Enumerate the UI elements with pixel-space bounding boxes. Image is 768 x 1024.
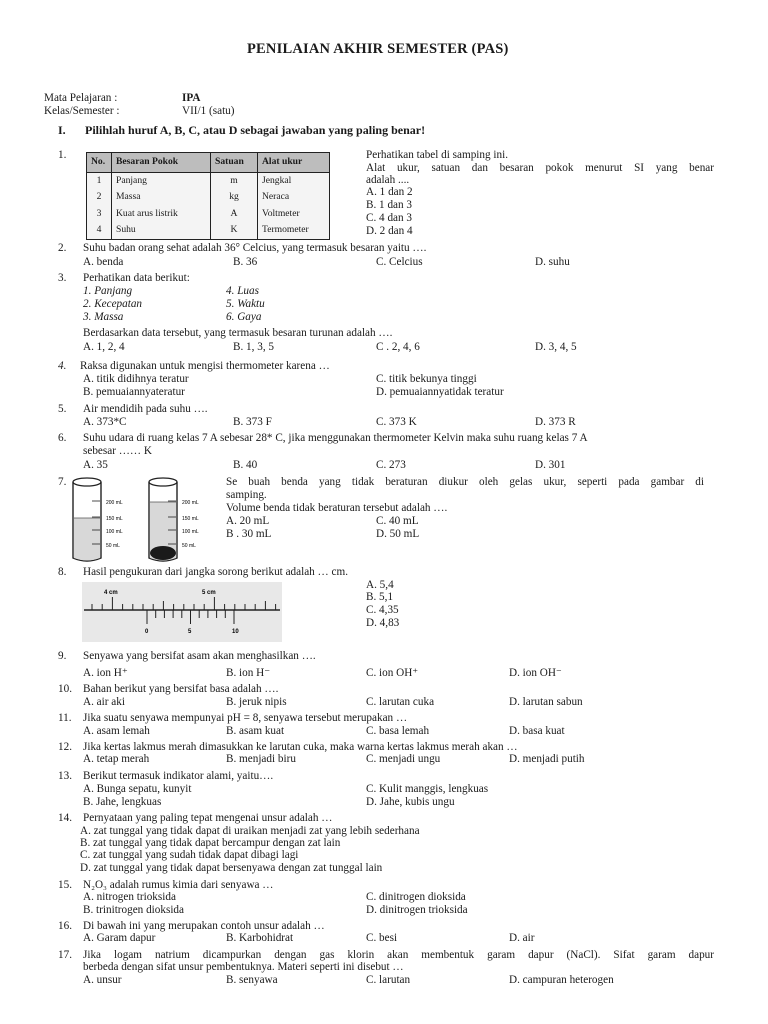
q7-option-d[interactable]: D. 50 mL xyxy=(376,528,420,540)
q1-option-d[interactable]: D. 2 dan 4 xyxy=(366,225,413,237)
q9-option-d[interactable]: D. ion OH⁻ xyxy=(509,667,562,679)
q15-number: 15. xyxy=(58,879,72,891)
q8-text: Hasil pengukuran dari jangka sorong berikut adalah … cm. xyxy=(83,566,349,578)
q3-data-item: 6. Gaya xyxy=(226,311,262,323)
table-header: Satuan xyxy=(211,153,258,173)
q7-text: Se buah benda yang tidak beraturan diukur oleh gelas ukur, seperti pada gambar di xyxy=(226,476,704,488)
q1-text: adalah .... xyxy=(366,174,410,186)
q9-option-b[interactable]: B. ion H⁻ xyxy=(226,667,271,679)
q14-text: Pernyataan yang paling tepat mengenai unsur adalah … xyxy=(83,812,333,824)
q1-number: 1. xyxy=(58,149,67,161)
table-row xyxy=(87,222,330,239)
q16-option-b[interactable]: B. Karbohidrat xyxy=(226,932,294,944)
q2-option-c[interactable]: C. Celcius xyxy=(376,256,423,268)
q8-option-a[interactable]: A. 5,4 xyxy=(366,579,394,591)
q13-text: Berikut termasuk indikator alami, yaitu…. xyxy=(83,770,274,782)
page-title: PENILAIAN AKHIR SEMESTER (PAS) xyxy=(247,41,509,57)
q3-option-b[interactable]: B. 1, 3, 5 xyxy=(233,341,275,353)
q12-option-a[interactable]: A. tetap merah xyxy=(83,753,150,765)
q9-text: Senyawa yang bersifat asam akan menghasilkan …. xyxy=(83,650,316,662)
q6-option-c[interactable]: C. 273 xyxy=(376,459,406,471)
q10-option-c[interactable]: C. larutan cuka xyxy=(366,696,435,708)
q14-option-c[interactable]: C. zat tunggal yang sudah tidak dapat dibagi lagi xyxy=(80,849,299,861)
q17-option-a[interactable]: A. unsur xyxy=(83,974,122,986)
q5-text: Air mendidih pada suhu …. xyxy=(83,403,208,415)
cylinder2-mark: 150 mL xyxy=(182,516,199,522)
q14-option-a[interactable]: A. zat tunggal yang tidak dapat di uraikan menjadi zat yang lebih sederhana xyxy=(80,825,420,837)
q5-number: 5. xyxy=(58,403,67,415)
table-cell: 4 xyxy=(87,222,112,239)
q8-number: 8. xyxy=(58,566,67,578)
q8-option-c[interactable]: C. 4,35 xyxy=(366,604,399,616)
q16-text: Di bawah ini yang merupakan contoh unsur adalah … xyxy=(83,920,325,932)
q15-option-b[interactable]: B. trinitrogen dioksida xyxy=(83,904,184,916)
table-header-row xyxy=(87,153,330,173)
q7-option-b[interactable]: B . 30 mL xyxy=(226,528,272,540)
q8-option-d[interactable]: D. 4,83 xyxy=(366,617,400,629)
q15-option-c[interactable]: C. dinitrogen dioksida xyxy=(366,891,466,903)
q9-number: 9. xyxy=(58,650,67,662)
q12-option-b[interactable]: B. menjadi biru xyxy=(226,753,296,765)
graduated-cylinders-figure xyxy=(66,474,216,566)
table-cell: Massa xyxy=(112,189,211,206)
table-cell: 3 xyxy=(87,206,112,223)
q15-text: N₂O₃ adalah rumus kimia dari senyawa … xyxy=(83,879,274,891)
q6-option-d[interactable]: D. 301 xyxy=(535,459,566,471)
q11-option-a[interactable]: A. asam lemah xyxy=(83,725,150,737)
subject-value: IPA xyxy=(182,92,201,104)
q2-number: 2. xyxy=(58,242,67,254)
q13-option-d[interactable]: D. Jahe, kubis ungu xyxy=(366,796,455,808)
q1-option-a[interactable]: A. 1 dan 2 xyxy=(366,186,413,198)
subject-label: Mata Pelajaran : xyxy=(44,92,118,104)
table-cell: kg xyxy=(211,189,258,206)
q10-option-b[interactable]: B. jeruk nipis xyxy=(226,696,287,708)
class-value: VII/1 (satu) xyxy=(182,105,235,117)
table-cell: A xyxy=(211,206,258,223)
q15-option-d[interactable]: D. dinitrogen trioksida xyxy=(366,904,468,916)
q4-option-c[interactable]: C. titik bekunya tinggi xyxy=(376,373,477,385)
cylinder1-mark: 50 mL xyxy=(106,543,120,549)
vernier-scale-label: 5 xyxy=(188,629,192,635)
q3-data-item: 5. Waktu xyxy=(226,298,265,310)
q3-data-item: 3. Massa xyxy=(83,311,124,323)
q4-number: 4. xyxy=(58,360,67,372)
q5-option-a[interactable]: A. 373*C xyxy=(83,416,127,428)
section-instruction: Pilihlah huruf A, B, C, atau D sebagai jawaban yang paling benar! xyxy=(85,123,426,137)
q3-text: Berdasarkan data tersebut, yang termasuk besaran turunan adalah …. xyxy=(83,327,393,339)
q1-text: Alat ukur, satuan dan besaran pokok menurut SI yang benar xyxy=(366,162,714,174)
q11-option-b[interactable]: B. asam kuat xyxy=(226,725,285,737)
q1-option-c[interactable]: C. 4 dan 3 xyxy=(366,212,412,224)
cylinder2-mark: 100 mL xyxy=(182,529,199,535)
q3-data-item: 1. Panjang xyxy=(83,285,133,297)
q11-text: Jika suatu senyawa mempunyai pH = 8, senyawa tersebut merupakan … xyxy=(83,712,408,724)
q6-text: sebesar …… K xyxy=(83,445,152,457)
table-cell: Suhu xyxy=(112,222,211,239)
q14-number: 14. xyxy=(58,812,72,824)
q17-text: Jika logam natrium dicampurkan dengan gas klorin akan membentuk garam dapur (NaCl). Sifat garam dapur xyxy=(83,949,714,961)
q16-option-d[interactable]: D. air xyxy=(509,932,535,944)
q5-option-b[interactable]: B. 373 F xyxy=(233,416,272,428)
cylinder1-mark: 150 mL xyxy=(106,516,123,522)
table-cell: K xyxy=(211,222,258,239)
q11-number: 11. xyxy=(58,712,72,724)
q3-text: Perhatikan data berikut: xyxy=(83,272,190,284)
q7-text: samping. xyxy=(226,489,267,501)
class-label: Kelas/Semester : xyxy=(44,105,120,117)
q10-text: Bahan berikut yang bersifat basa adalah …. xyxy=(83,683,279,695)
table-cell: m xyxy=(211,172,258,189)
table-cell: Kuat arus listrik xyxy=(112,206,211,223)
table-header: Alat ukur xyxy=(258,153,330,173)
table-cell: Voltmeter xyxy=(258,206,330,223)
q11-option-d[interactable]: D. basa kuat xyxy=(509,725,565,737)
q17-option-c[interactable]: C. larutan xyxy=(366,974,411,986)
q7-option-c[interactable]: C. 40 mL xyxy=(376,515,419,527)
table-header: No. xyxy=(87,153,112,173)
q1-text: Perhatikan tabel di samping ini. xyxy=(366,149,508,161)
q2-text: Suhu badan orang sehat adalah 36° Celcius, yang termasuk besaran yaitu …. xyxy=(83,242,427,254)
q13-option-b[interactable]: B. Jahe, lengkuas xyxy=(83,796,162,808)
q1-option-b[interactable]: B. 1 dan 3 xyxy=(366,199,412,211)
q3-data-item: 4. Luas xyxy=(226,285,259,297)
q8-option-b[interactable]: B. 5,1 xyxy=(366,591,394,603)
q14-option-d[interactable]: D. zat tunggal yang tidak dapat bersenyawa dengan zat tunggal lain xyxy=(80,862,383,874)
q3-data-item: 2. Kecepatan xyxy=(83,298,143,310)
q17-option-b[interactable]: B. senyawa xyxy=(226,974,278,986)
cylinder2-mark: 50 mL xyxy=(182,543,196,549)
q9-option-c[interactable]: C. ion OH⁺ xyxy=(366,667,419,679)
q4-text: Raksa digunakan untuk mengisi thermometer karena … xyxy=(80,360,330,372)
q12-text: Jika kertas lakmus merah dimasukkan ke larutan cuka, maka warna kertas lakmus merah akan … xyxy=(83,741,518,753)
table-row xyxy=(87,206,330,223)
q6-text: Suhu udara di ruang kelas 7 A sebesar 28* C, jika menggunakan thermometer Kelvin maka suhu ruang kelas 7 A xyxy=(83,432,588,444)
q3-option-d[interactable]: D. 3, 4, 5 xyxy=(535,341,577,353)
table-cell: Panjang xyxy=(112,172,211,189)
q12-option-d[interactable]: D. menjadi putih xyxy=(509,753,585,765)
q12-option-c[interactable]: C. menjadi ungu xyxy=(366,753,441,765)
q7-text: Volume benda tidak beraturan tersebut adalah …. xyxy=(226,502,448,514)
q6-option-b[interactable]: B. 40 xyxy=(233,459,258,471)
q4-option-d[interactable]: D. pemuaiannyatidak teratur xyxy=(376,386,504,398)
q5-option-c[interactable]: C. 373 K xyxy=(376,416,417,428)
table-cell: Jengkal xyxy=(258,172,330,189)
cylinder1-mark: 200 mL xyxy=(106,500,123,506)
q13-option-c[interactable]: C. Kulit manggis, lengkuas xyxy=(366,783,489,795)
q17-option-d[interactable]: D. campuran heterogen xyxy=(509,974,614,986)
vernier-caliper-figure xyxy=(82,582,282,642)
q16-number: 16. xyxy=(58,920,72,932)
q7-number: 7. xyxy=(58,476,67,488)
table-header: Besaran Pokok xyxy=(112,153,211,173)
q9-option-a[interactable]: A. ion H⁺ xyxy=(83,667,128,679)
units-table xyxy=(86,152,330,240)
q2-option-d[interactable]: D. suhu xyxy=(535,256,570,268)
q7-option-a[interactable]: A. 20 mL xyxy=(226,515,270,527)
cylinder2-mark: 200 mL xyxy=(182,500,199,506)
q3-option-a[interactable]: A. 1, 2, 4 xyxy=(83,341,125,353)
q16-option-a[interactable]: A. Garam dapur xyxy=(83,932,156,944)
q13-number: 13. xyxy=(58,770,72,782)
q12-number: 12. xyxy=(58,741,72,753)
q15-option-a[interactable]: A. nitrogen trioksida xyxy=(83,891,176,903)
table-cell: Termometer xyxy=(258,222,330,239)
q4-option-b[interactable]: B. pemuaiannyateratur xyxy=(83,386,185,398)
q4-option-a[interactable]: A. titik didihnya teratur xyxy=(83,373,189,385)
q6-option-a[interactable]: A. 35 xyxy=(83,459,108,471)
q13-option-a[interactable]: A. Bunga sepatu, kunyit xyxy=(83,783,192,795)
q14-option-b[interactable]: B. zat tunggal yang tidak dapat bercampur dengan zat lain xyxy=(80,837,341,849)
q10-option-d[interactable]: D. larutan sabun xyxy=(509,696,583,708)
vernier-scale-label: 10 xyxy=(232,629,239,635)
table-cell: Neraca xyxy=(258,189,330,206)
q11-option-c[interactable]: C. basa lemah xyxy=(366,725,430,737)
q5-option-d[interactable]: D. 373 R xyxy=(535,416,576,428)
q10-option-a[interactable]: A. air aki xyxy=(83,696,125,708)
table-row xyxy=(87,172,330,189)
table-cell: 1 xyxy=(87,172,112,189)
main-scale-label: 5 cm xyxy=(202,590,216,596)
q2-option-b[interactable]: B. 36 xyxy=(233,256,258,268)
q10-number: 10. xyxy=(58,683,72,695)
q17-number: 17. xyxy=(58,949,72,961)
q17-text: berbeda dengan sifat unsur pembentuknya. Materi seperti ini disebut … xyxy=(83,961,404,973)
table-cell: 2 xyxy=(87,189,112,206)
q2-option-a[interactable]: A. benda xyxy=(83,256,124,268)
section-number: I. xyxy=(58,123,66,137)
q3-number: 3. xyxy=(58,272,67,284)
cylinder1-mark: 100 mL xyxy=(106,529,123,535)
q16-option-c[interactable]: C. besi xyxy=(366,932,398,944)
q6-number: 6. xyxy=(58,432,67,444)
q3-option-c[interactable]: C . 2, 4, 6 xyxy=(376,341,420,353)
main-scale-label: 4 cm xyxy=(104,590,118,596)
table-row xyxy=(87,189,330,206)
vernier-scale-label: 0 xyxy=(145,629,149,635)
